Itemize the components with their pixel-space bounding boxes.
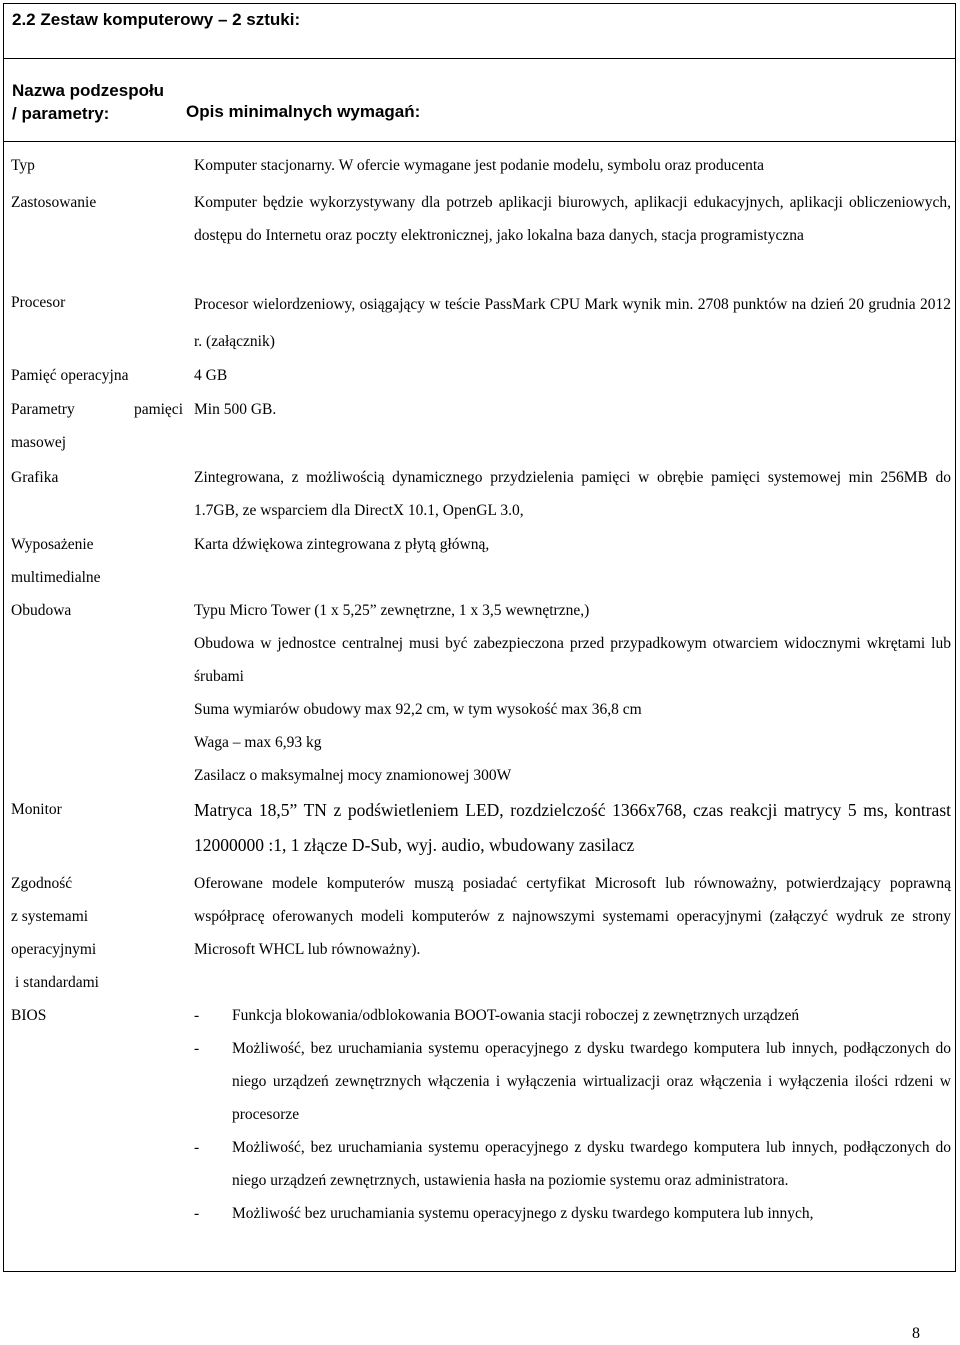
row-label: Typ [11, 157, 35, 174]
row-value [194, 867, 951, 966]
row-label [11, 867, 181, 999]
row-value-line: Zintegrowana, z możliwością dynamicznego przydzielenia pamięci w obrębie pamięci systemowej min 256MB do 1.7GB, ze wsparciem dla DirectX 10.1, OpenGL 3.0, [194, 469, 951, 519]
row-label [11, 528, 181, 594]
header-component-column [12, 79, 182, 125]
row-label-line [11, 393, 183, 426]
row-value [194, 594, 951, 792]
bios-list-item [194, 1197, 951, 1230]
row-value-line: 4 GB [194, 367, 228, 384]
bullet-dash: - [194, 1205, 200, 1222]
row-value-line: Komputer będzie wykorzystywany dla potrzeb aplikacji biurowych, aplikacji edukacyjnych, aplikacji obliczeniowych, dostępu do Internetu oraz poczty elektronicznej, jako lokalna baza danych, stacja programistyczna [194, 194, 951, 244]
bullet-dash: - [194, 1007, 200, 1024]
row-value [194, 393, 951, 426]
header-requirements-column: Opis minimalnych wymagań: [186, 102, 421, 121]
row-label: Monitor [11, 801, 62, 818]
section-title: 2.2 Zestaw komputerowy – 2 sztuki: [12, 10, 301, 29]
row-value-line: Min 500 GB. [194, 401, 277, 418]
row-value-line: Obudowa w jednostce centralnej musi być zabezpieczona przed przypadkowym otwarciem widocznymi wkrętami lub śrubami [194, 635, 951, 685]
bullet-dash: - [194, 1040, 200, 1057]
row-value-line: Typu Micro Tower (1 x 5,25” zewnętrzne, 1 x 3,5 wewnętrzne,) [194, 602, 590, 619]
row-value-line: Możliwość bez uruchamiania systemu operacyjnego z dysku twardego komputera lub innych, [232, 1205, 814, 1222]
row-label-line: Zgodność [11, 875, 73, 892]
row-label-line: i standardami [15, 974, 99, 991]
row-value-line: Komputer stacjonarny. W ofercie wymagane jest podanie modelu, symbolu oraz producenta [194, 157, 765, 174]
bios-list-item [194, 999, 951, 1032]
row-value-line: Procesor wielordzeniowy, osiągający w teście PassMark CPU Mark wynik min. 2708 punktów na dzień 20 grudnia 2012 r. (załącznik) [194, 296, 951, 350]
spec-table-body [3, 141, 956, 1272]
bios-list-item [194, 1131, 951, 1197]
row-label-line: Wyposażenie [11, 536, 94, 553]
row-label: Zastosowanie [11, 194, 97, 211]
row-value-line: Możliwość, bez uruchamiania systemu operacyjnego z dysku twardego komputera lub innych, podłączonych do niego urządzeń zewnętrznych, ustawienia hasła na poziomie systemu oraz administratora. [232, 1139, 951, 1189]
row-value-line: Matryca 18,5” TN z podświetleniem LED, rozdzielczość 1366x768, czas reakcji matrycy 5 ms, kontrast 12000000 :1, 1 złącze D-Sub, wyj. audio, wbudowany zasilacz [194, 800, 951, 855]
table-header [3, 57, 956, 142]
row-value-line: Możliwość, bez uruchamiania systemu operacyjnego z dysku twardego komputera lub innych, podłączonych do niego urządzeń zewnętrznych włączenia i wyłączenia wirtualizacji oraz włączenia i wyłączenia ilości rdzeni w procesorze [232, 1040, 951, 1123]
row-value [194, 461, 951, 527]
row-label: Obudowa [11, 602, 72, 619]
row-label-line: operacyjnymi [11, 941, 97, 958]
row-value [194, 793, 951, 863]
row-value-line: Waga – max 6,93 kg [194, 734, 322, 751]
header-component-line2: / parametry: [12, 104, 110, 123]
row-label: BIOS [11, 1007, 47, 1024]
row-label-part: Parametry [11, 401, 75, 418]
row-label: Grafika [11, 469, 59, 486]
row-value-line: Zasilacz o maksymalnej mocy znamionowej 300W [194, 767, 512, 784]
row-value [194, 186, 951, 252]
row-value-line: Karta dźwiękowa zintegrowana z płytą główną, [194, 536, 490, 553]
bullet-dash: - [194, 1139, 200, 1156]
row-label [11, 393, 181, 459]
row-label-line: multimedialne [11, 569, 101, 586]
row-value [194, 359, 951, 392]
row-value [194, 528, 951, 561]
header-component-line1: Nazwa podzespołu [12, 81, 165, 100]
row-value [194, 286, 951, 360]
row-label-line: z systemami [11, 908, 89, 925]
row-value-line: Oferowane modele komputerów muszą posiadać certyfikat Microsoft lub równoważny, potwierdzający poprawną współpracę oferowanych modeli komputerów z najnowszymi systemami operacyjnymi (załączyć wydruk ze strony Microsoft WHCL lub równoważny). [194, 875, 951, 958]
row-label-line: masowej [11, 434, 67, 451]
title-box [3, 3, 956, 59]
row-value [194, 149, 951, 182]
row-label: Procesor [11, 294, 66, 311]
row-value-line: Suma wymiarów obudowy max 92,2 cm, w tym wysokość max 36,8 cm [194, 701, 642, 718]
row-label-part: pamięci [133, 401, 183, 418]
page-number: 8 [912, 1325, 920, 1342]
bios-list-item [194, 1032, 951, 1131]
row-value [194, 999, 951, 1230]
row-value-line: Funkcja blokowania/odblokowania BOOT-owania stacji roboczej z zewnętrznych urządzeń [232, 1007, 800, 1024]
row-label: Pamięć operacyjna [11, 367, 129, 384]
